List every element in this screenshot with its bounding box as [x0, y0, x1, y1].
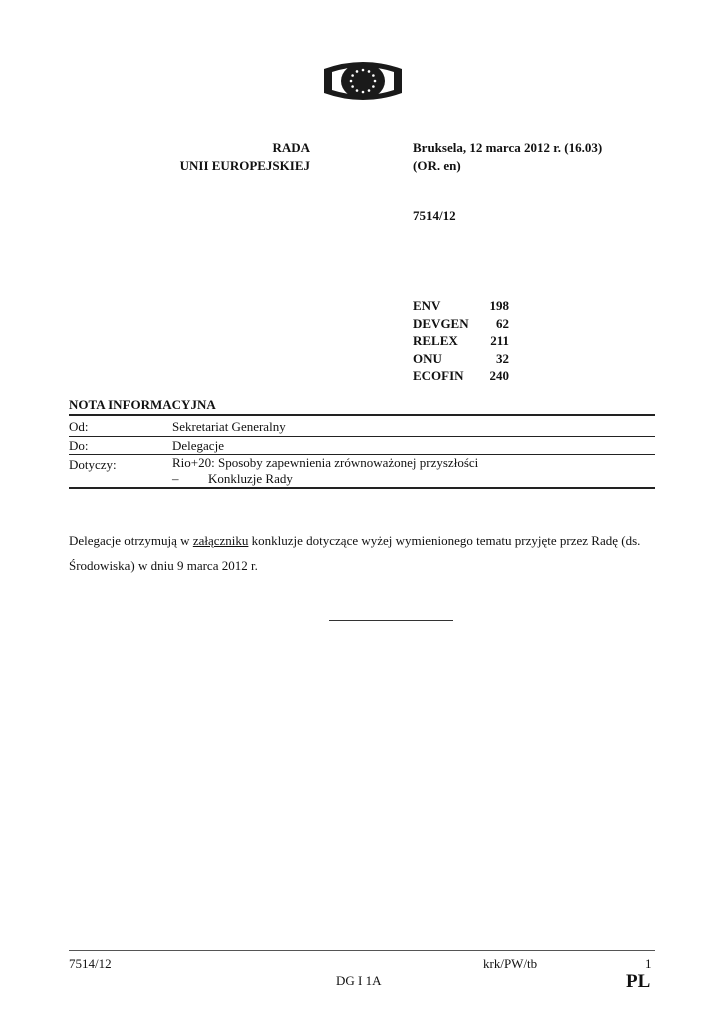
code-row — [413, 350, 509, 368]
emblem-star — [356, 70, 359, 73]
footer-language: PL — [626, 971, 651, 992]
code-name: ONU — [413, 350, 442, 366]
to-label: Do: — [69, 438, 89, 453]
council-emblem-logo — [318, 57, 408, 105]
code-row — [413, 297, 509, 315]
code-number: 198 — [489, 298, 509, 313]
code-number: 32 — [496, 350, 509, 366]
emblem-star — [362, 91, 365, 94]
emblem-star — [362, 69, 365, 72]
annex-reference: załączniku — [192, 533, 249, 548]
code-number: 62 — [496, 315, 509, 331]
original-language: (OR. en) — [413, 158, 461, 173]
code-name: RELEX — [413, 333, 458, 349]
to-value: Delegacje — [172, 438, 224, 453]
emblem-star — [351, 85, 354, 88]
code-row — [413, 367, 509, 385]
institution-name-line2: UNII EUROPEJSKIEJ — [179, 158, 310, 173]
footer-doc-number: 7514/12 — [69, 956, 112, 971]
note-title: NOTA INFORMACYJNA — [69, 397, 216, 412]
footer-divider — [69, 950, 655, 951]
code-number: 240 — [489, 368, 509, 384]
end-separator-line — [329, 620, 453, 621]
code-number: 211 — [490, 333, 509, 349]
body-text-part2: konkluzje dotyczące wyżej wymienionego tematu przyjęte przez Radę (ds. Środowiska) w dniu 9 marca 2012 r. — [69, 533, 641, 573]
subject-line2-dash: – — [172, 471, 179, 486]
document-number: 7514/12 — [413, 208, 456, 223]
emblem-star — [368, 70, 371, 73]
from-value: Sekretariat Generalny — [172, 419, 286, 434]
body-text-part1: Delegacje otrzymują w — [69, 533, 193, 548]
subject-line1: Rio+20: Sposoby zapewnienia zrównoważonej przyszłości — [172, 455, 479, 470]
divider — [69, 414, 655, 416]
code-name: ENV — [413, 298, 441, 313]
emblem-star — [374, 80, 377, 83]
code-row — [413, 315, 509, 333]
from-label: Od: — [69, 419, 89, 434]
subject-line2: Konkluzje Rady — [208, 471, 293, 486]
divider — [69, 436, 655, 437]
subject-label: Dotyczy: — [69, 457, 117, 472]
classification-codes — [413, 297, 509, 385]
emblem-star — [351, 74, 354, 77]
footer-directorate: DG I 1A — [336, 973, 382, 988]
code-row — [413, 332, 509, 350]
code-name: ECOFIN — [413, 368, 464, 384]
emblem-star — [372, 85, 375, 88]
institution-name-line1: RADA — [272, 140, 310, 155]
emblem-star — [368, 89, 371, 92]
code-name: DEVGEN — [413, 315, 469, 331]
divider — [69, 487, 655, 489]
emblem-star — [350, 80, 353, 83]
emblem-star — [356, 89, 359, 92]
footer-page-number: 1 — [645, 956, 652, 971]
body-paragraph — [69, 528, 659, 578]
emblem-star — [372, 74, 375, 77]
date-line: Bruksela, 12 marca 2012 r. (16.03) — [413, 140, 603, 155]
footer-initials: krk/PW/tb — [483, 956, 538, 971]
